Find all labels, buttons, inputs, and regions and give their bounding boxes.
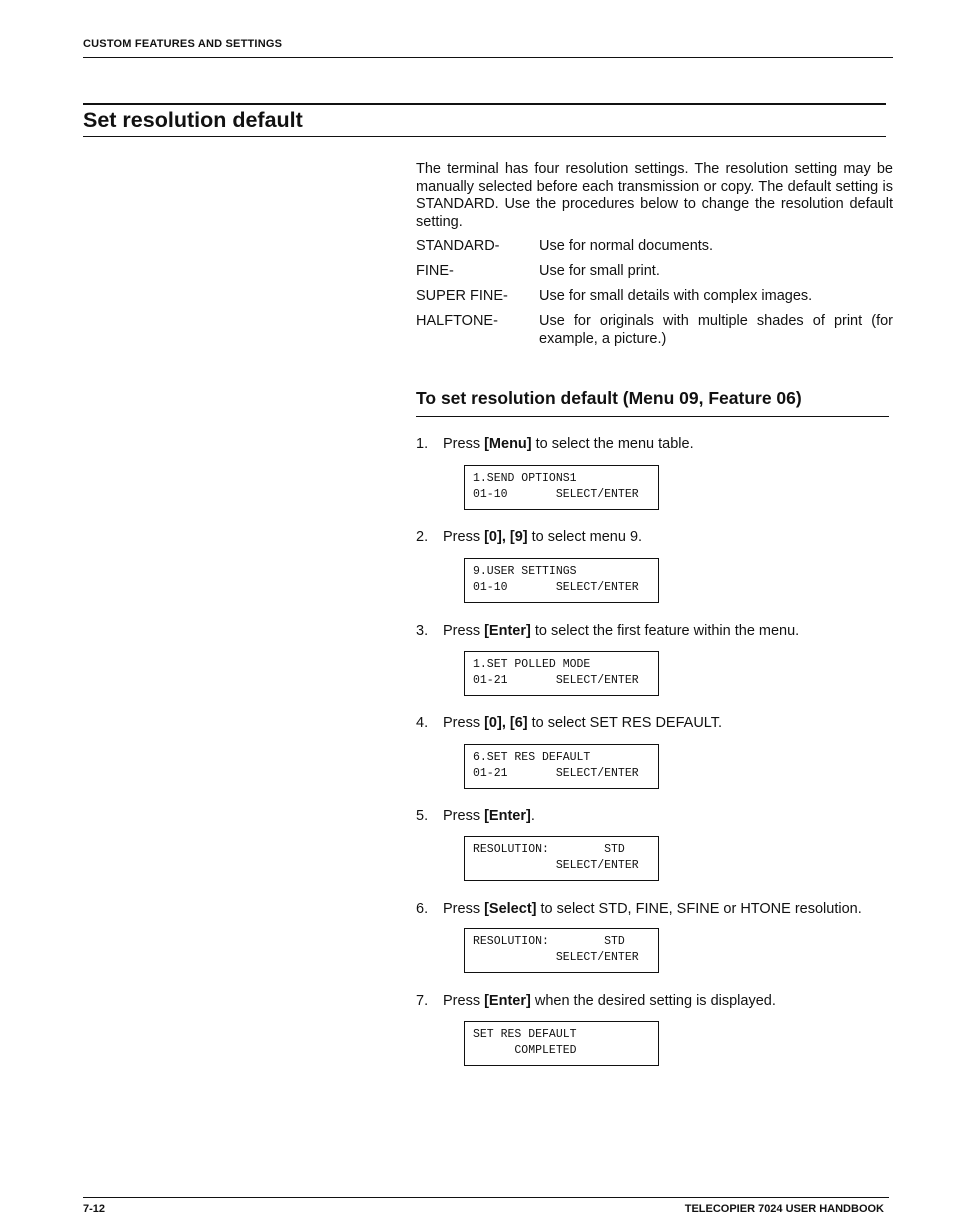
step-number: 5. (416, 808, 429, 824)
lcd-line-1: 1.SEND OPTIONS1 (473, 472, 577, 485)
step-text: Press [0], [9] to select menu 9. (443, 529, 643, 545)
lcd-line-1: 6.SET RES DEFAULT (473, 751, 591, 764)
procedure-title-rule (416, 416, 889, 417)
step-number: 4. (416, 715, 429, 731)
header-rule (83, 57, 893, 58)
lcd-line-2: SELECT/ENTER (473, 859, 639, 872)
procedure-title: To set resolution default (Menu 09, Feature 06) (416, 388, 802, 408)
resolution-description: Use for small print. (539, 263, 660, 279)
step-number: 7. (416, 993, 429, 1009)
lcd-display (464, 928, 659, 973)
key-label: [Enter] (484, 808, 531, 824)
running-head: CUSTOM FEATURES AND SETTINGS (83, 38, 283, 50)
key-label: [0], [9] (484, 529, 528, 545)
resolution-description: Use for small details with complex images. (539, 288, 813, 304)
resolution-term: STANDARD- (416, 238, 500, 254)
lcd-line-1: RESOLUTION: STD (473, 935, 625, 948)
section-top-rule (83, 103, 886, 105)
section-title: Set resolution default (83, 108, 303, 132)
lcd-display (464, 1021, 659, 1066)
key-label: [Enter] (484, 993, 531, 1009)
intro-paragraph: The terminal has four resolution settings. The resolution setting may be manually selected before each transmission or copy. The default setting is STANDARD. Use the procedures below to change the resolution default setting. (416, 161, 893, 230)
step-text: Press [Enter]. (443, 808, 535, 824)
lcd-line-1: SET RES DEFAULT (473, 1028, 577, 1041)
key-label: [Menu] (484, 436, 532, 452)
lcd-line-2: COMPLETED (473, 1044, 577, 1057)
key-label: [Select] (484, 901, 537, 917)
step-number: 3. (416, 623, 429, 639)
lcd-display (464, 744, 659, 789)
step-text: Press [Enter] when the desired setting is displayed. (443, 993, 776, 1009)
resolution-term: HALFTONE- (416, 313, 498, 329)
lcd-line-2: 01-21 SELECT/ENTER (473, 674, 639, 687)
resolution-term: SUPER FINE- (416, 288, 508, 304)
step-text: Press [Select] to select STD, FINE, SFINE or HTONE resolution. (443, 901, 862, 917)
key-label: [0], [6] (484, 715, 528, 731)
footer-rule (83, 1197, 889, 1198)
page-number: 7-12 (83, 1203, 106, 1215)
resolution-description: Use for originals with multiple shades of print (for example, a picture.) (539, 313, 893, 347)
key-label: [Enter] (484, 623, 531, 639)
resolution-description: Use for normal documents. (539, 238, 714, 254)
lcd-line-2: 01-21 SELECT/ENTER (473, 767, 639, 780)
resolution-term: FINE- (416, 263, 454, 279)
lcd-line-2: 01-10 SELECT/ENTER (473, 581, 639, 594)
lcd-line-1: 9.USER SETTINGS (473, 565, 577, 578)
step-number: 2. (416, 529, 429, 545)
step-text: Press [0], [6] to select SET RES DEFAULT. (443, 715, 723, 731)
lcd-line-2: 01-10 SELECT/ENTER (473, 488, 639, 501)
step-text: Press [Enter] to select the first feature within the menu. (443, 623, 800, 639)
book-title: TELECOPIER 7024 USER HANDBOOK (684, 1203, 884, 1215)
step-number: 6. (416, 901, 429, 917)
lcd-display (464, 558, 659, 603)
step-text: Press [Menu] to select the menu table. (443, 436, 694, 452)
lcd-display (464, 651, 659, 696)
section-bottom-rule (83, 136, 886, 137)
lcd-line-1: 1.SET POLLED MODE (473, 658, 591, 671)
step-number: 1. (416, 436, 429, 452)
lcd-display (464, 836, 659, 881)
lcd-display (464, 465, 659, 510)
lcd-line-2: SELECT/ENTER (473, 951, 639, 964)
lcd-line-1: RESOLUTION: STD (473, 843, 625, 856)
